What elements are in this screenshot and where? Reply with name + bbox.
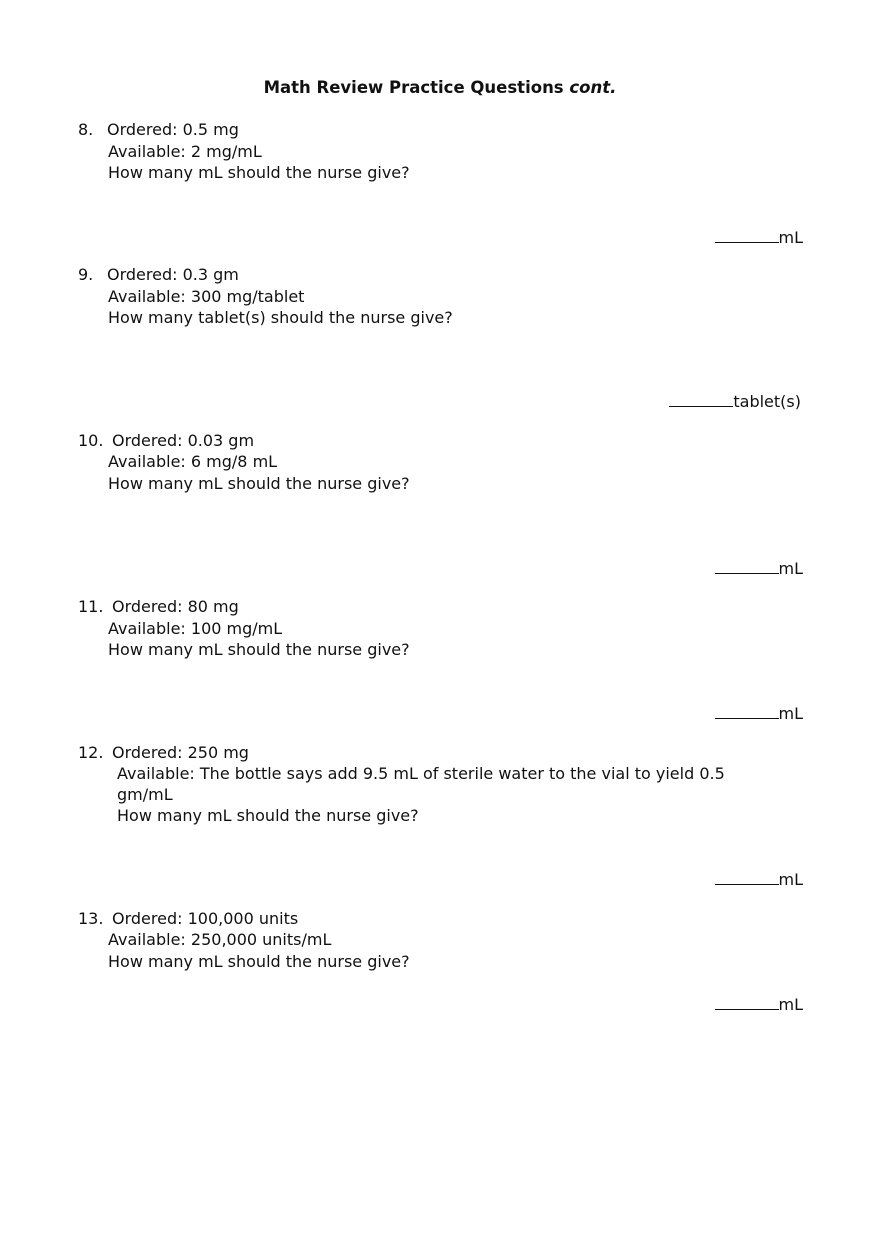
answer-unit: mL (778, 704, 803, 723)
answer-blank[interactable] (669, 391, 801, 412)
answer-blank[interactable] (715, 227, 804, 248)
question-number: 9. (78, 265, 94, 284)
question-text: How many tablet(s) should the nurse give? (108, 308, 453, 327)
available-text: Available: 6 mg/8 mL (108, 452, 278, 471)
answer-blank[interactable] (715, 558, 804, 579)
question-number: 10. (78, 431, 104, 450)
answer-line[interactable] (715, 227, 779, 243)
answer-blank[interactable] (715, 869, 804, 890)
answer-unit: mL (778, 995, 803, 1014)
ordered-text: Ordered: 0.5 mg (107, 120, 239, 139)
question-number: 8. (78, 120, 94, 139)
question-number: 12. (78, 743, 104, 762)
available-text: Available: 250,000 units/mL (108, 930, 332, 949)
available-text: Available: 300 mg/tablet (108, 287, 305, 306)
page-title (0, 78, 880, 97)
available-text: Available: 100 mg/mL (108, 619, 283, 638)
question-text: How many mL should the nurse give? (108, 474, 410, 493)
title-suffix: cont. (569, 78, 617, 97)
question-number: 11. (78, 597, 104, 616)
question-text: How many mL should the nurse give? (108, 640, 410, 659)
answer-unit: tablet(s) (733, 392, 801, 411)
question-text: How many mL should the nurse give? (108, 952, 410, 971)
answer-unit: mL (778, 559, 803, 578)
question-number: 13. (78, 909, 104, 928)
answer-blank[interactable] (715, 994, 804, 1015)
answer-line[interactable] (715, 703, 779, 719)
available-text: Available: 2 mg/mL (108, 142, 262, 161)
title-text: Math Review Practice Questions (263, 78, 564, 97)
ordered-text: Ordered: 100,000 units (112, 909, 299, 928)
question-text: How many mL should the nurse give? (108, 163, 410, 182)
available-text: Available: The bottle says add 9.5 mL of sterile water to the vial to yield 0.5 (117, 764, 725, 783)
answer-line[interactable] (715, 869, 779, 885)
answer-line[interactable] (669, 391, 733, 407)
answer-line[interactable] (715, 994, 779, 1010)
available-text-continued: gm/mL (117, 785, 173, 804)
ordered-text: Ordered: 80 mg (112, 597, 239, 616)
answer-unit: mL (778, 870, 803, 889)
answer-blank[interactable] (715, 703, 804, 724)
ordered-text: Ordered: 0.03 gm (112, 431, 255, 450)
answer-line[interactable] (715, 558, 779, 574)
answer-unit: mL (778, 228, 803, 247)
question-text: How many mL should the nurse give? (117, 806, 419, 825)
ordered-text: Ordered: 0.3 gm (107, 265, 239, 284)
ordered-text: Ordered: 250 mg (112, 743, 249, 762)
